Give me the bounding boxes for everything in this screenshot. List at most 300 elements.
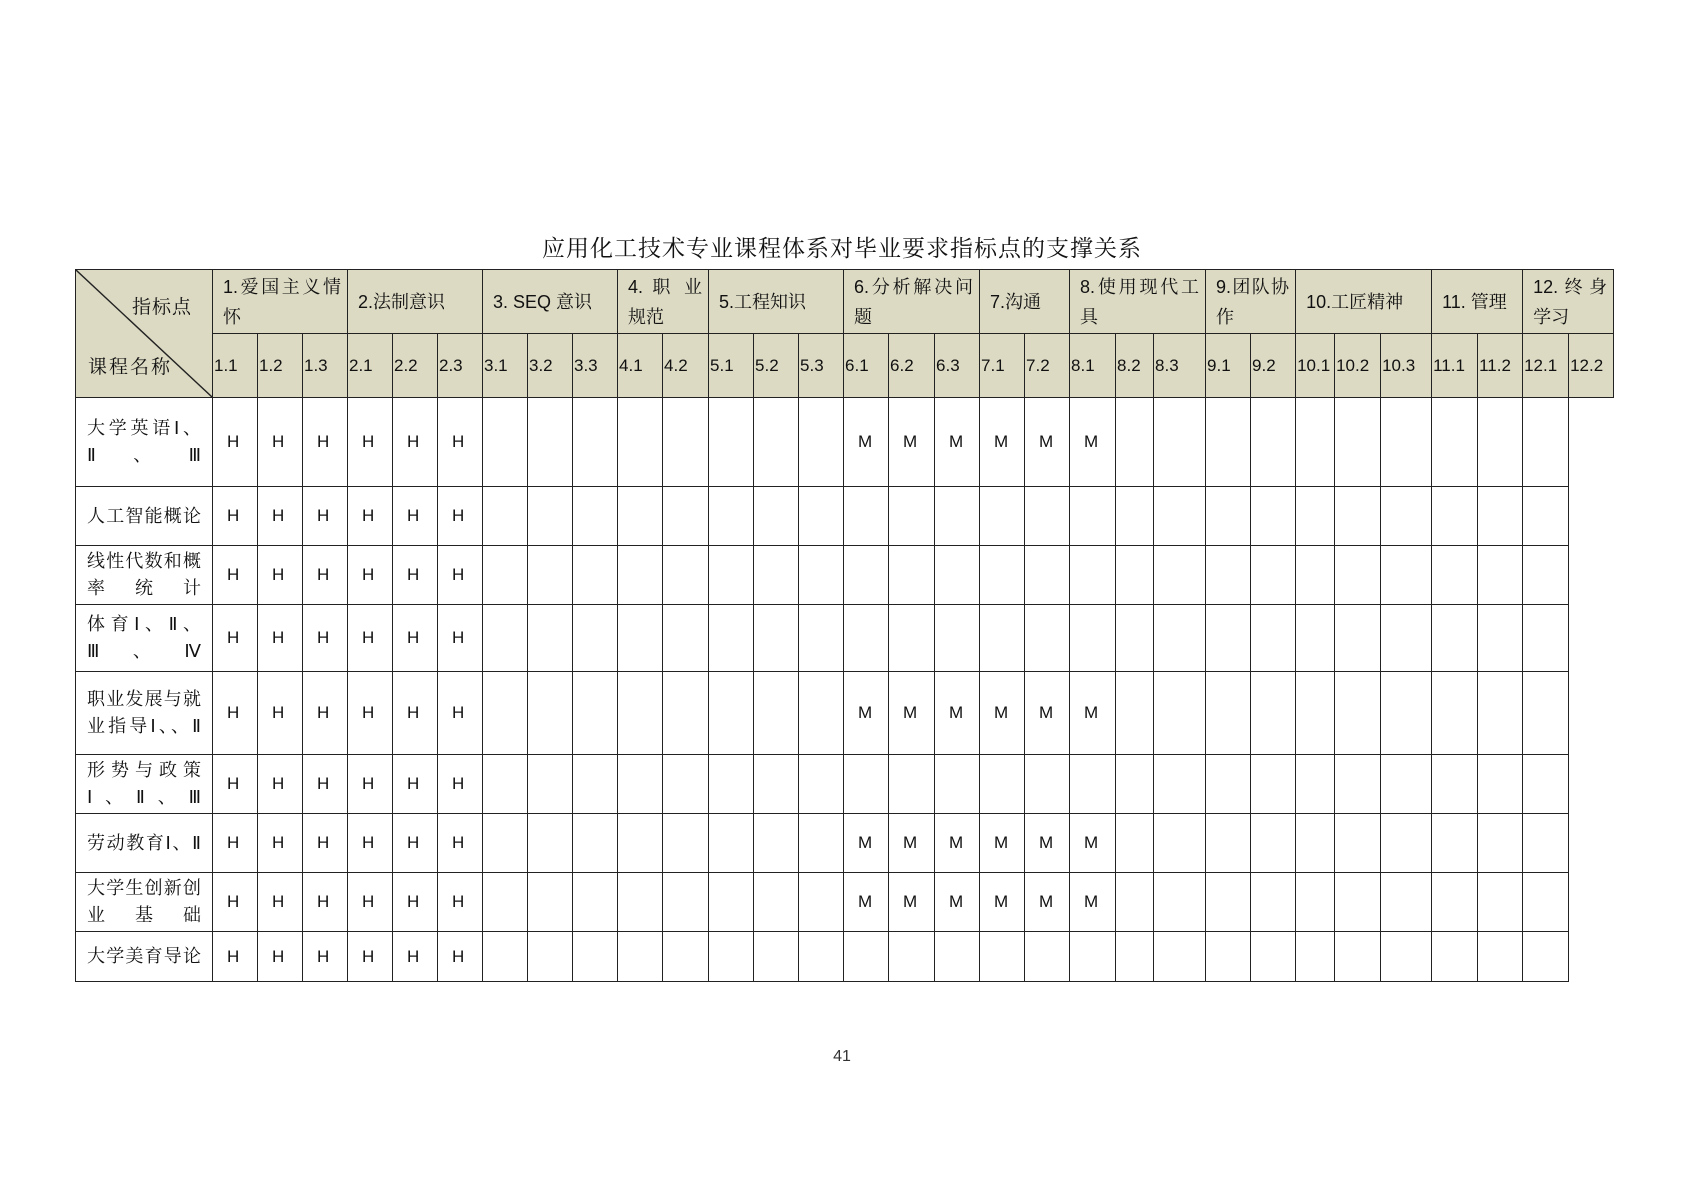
support-level-cell bbox=[1154, 873, 1206, 932]
support-level-cell bbox=[1335, 605, 1381, 672]
support-level-cell: H bbox=[303, 398, 348, 487]
support-level-cell bbox=[799, 814, 844, 873]
support-level-cell bbox=[1381, 398, 1432, 487]
support-level-cell bbox=[1523, 873, 1569, 932]
indicator-point-header: 3.1 bbox=[483, 334, 528, 398]
table-body bbox=[76, 398, 1614, 982]
indicator-group-header: 12.终身学习 bbox=[1523, 270, 1614, 334]
support-level-cell bbox=[663, 672, 709, 755]
indicator-group-header: 2.法制意识 bbox=[348, 270, 483, 334]
support-level-cell bbox=[1335, 755, 1381, 814]
support-level-cell bbox=[1478, 605, 1523, 672]
support-level-cell bbox=[799, 873, 844, 932]
support-level-cell bbox=[663, 546, 709, 605]
support-level-cell bbox=[799, 398, 844, 487]
support-level-cell bbox=[1154, 672, 1206, 755]
support-level-cell bbox=[1381, 755, 1432, 814]
support-level-cell: H bbox=[348, 932, 393, 982]
indicator-point-header: 11.2 bbox=[1478, 334, 1523, 398]
support-level-cell: H bbox=[303, 487, 348, 546]
support-level-cell bbox=[1478, 873, 1523, 932]
indicator-group-header: 7.沟通 bbox=[980, 270, 1070, 334]
support-level-cell: H bbox=[348, 755, 393, 814]
course-name-cell: 线性代数和概率统计 bbox=[76, 546, 213, 605]
indicator-group-header: 9.团队协作 bbox=[1206, 270, 1296, 334]
support-level-cell bbox=[1025, 755, 1070, 814]
support-level-cell: H bbox=[213, 755, 258, 814]
support-level-cell bbox=[1296, 487, 1335, 546]
support-level-cell: M bbox=[1070, 814, 1116, 873]
page-number: 41 bbox=[833, 1048, 851, 1065]
support-level-cell bbox=[1070, 605, 1116, 672]
support-level-cell bbox=[1251, 546, 1296, 605]
course-name-cell: 形势与政策Ⅰ、Ⅱ、Ⅲ bbox=[76, 755, 213, 814]
support-level-cell bbox=[980, 487, 1025, 546]
indicator-point-header: 2.1 bbox=[348, 334, 393, 398]
support-level-cell bbox=[573, 546, 618, 605]
support-level-cell bbox=[618, 546, 663, 605]
support-level-cell: H bbox=[393, 873, 438, 932]
table-row bbox=[76, 546, 1614, 605]
support-level-cell bbox=[1296, 672, 1335, 755]
support-level-cell bbox=[799, 755, 844, 814]
support-level-cell bbox=[1154, 932, 1206, 982]
support-level-cell bbox=[573, 932, 618, 982]
support-level-cell bbox=[528, 398, 573, 487]
support-level-cell bbox=[1206, 672, 1251, 755]
support-level-cell bbox=[709, 672, 754, 755]
support-level-cell bbox=[1251, 873, 1296, 932]
support-level-cell bbox=[1154, 755, 1206, 814]
support-level-cell bbox=[528, 873, 573, 932]
indicator-point-header: 4.2 bbox=[663, 334, 709, 398]
support-level-cell bbox=[1025, 605, 1070, 672]
indicator-point-header: 2.2 bbox=[393, 334, 438, 398]
support-level-cell bbox=[1116, 672, 1154, 755]
support-level-cell bbox=[1432, 814, 1478, 873]
support-level-cell bbox=[1296, 932, 1335, 982]
indicator-point-header: 3.2 bbox=[528, 334, 573, 398]
support-level-cell: H bbox=[303, 605, 348, 672]
support-level-cell bbox=[1335, 398, 1381, 487]
support-level-cell bbox=[1116, 814, 1154, 873]
support-level-cell bbox=[935, 487, 980, 546]
support-level-cell bbox=[1206, 814, 1251, 873]
support-level-cell: H bbox=[348, 873, 393, 932]
indicator-point-header: 8.1 bbox=[1070, 334, 1116, 398]
course-name-cell: 大学生创新创业基础 bbox=[76, 873, 213, 932]
support-level-cell: M bbox=[1025, 398, 1070, 487]
support-level-cell bbox=[799, 546, 844, 605]
support-level-cell: M bbox=[889, 398, 935, 487]
support-level-cell bbox=[1432, 546, 1478, 605]
support-level-cell bbox=[1206, 546, 1251, 605]
support-level-cell: H bbox=[258, 546, 303, 605]
support-level-cell: M bbox=[844, 873, 889, 932]
support-level-cell bbox=[1070, 487, 1116, 546]
support-level-cell bbox=[709, 487, 754, 546]
support-level-cell: H bbox=[258, 672, 303, 755]
support-level-cell bbox=[1335, 672, 1381, 755]
indicator-point-header: 5.3 bbox=[799, 334, 844, 398]
indicator-point-header: 4.1 bbox=[618, 334, 663, 398]
support-level-cell bbox=[1251, 932, 1296, 982]
support-level-cell bbox=[1523, 814, 1569, 873]
indicator-group-header: 3. SEQ 意识 bbox=[483, 270, 618, 334]
support-level-cell bbox=[663, 932, 709, 982]
indicator-point-header: 1.2 bbox=[258, 334, 303, 398]
support-level-cell bbox=[1432, 398, 1478, 487]
support-level-cell: M bbox=[980, 398, 1025, 487]
support-level-cell: H bbox=[438, 932, 483, 982]
indicator-point-header: 3.3 bbox=[573, 334, 618, 398]
support-level-cell: H bbox=[303, 672, 348, 755]
support-level-cell bbox=[1296, 398, 1335, 487]
support-level-cell bbox=[844, 487, 889, 546]
support-level-cell: M bbox=[935, 814, 980, 873]
support-level-cell: H bbox=[348, 672, 393, 755]
support-level-cell bbox=[754, 672, 799, 755]
support-level-cell: H bbox=[438, 873, 483, 932]
support-level-cell: H bbox=[213, 873, 258, 932]
support-level-cell bbox=[618, 932, 663, 982]
support-level-cell bbox=[1381, 814, 1432, 873]
support-level-cell bbox=[1070, 755, 1116, 814]
support-level-cell bbox=[1432, 487, 1478, 546]
support-level-cell: M bbox=[889, 873, 935, 932]
support-level-cell bbox=[889, 546, 935, 605]
support-level-cell bbox=[754, 398, 799, 487]
support-level-cell bbox=[1251, 755, 1296, 814]
support-level-cell bbox=[1478, 398, 1523, 487]
support-level-cell bbox=[528, 487, 573, 546]
support-level-cell: H bbox=[438, 546, 483, 605]
support-level-cell bbox=[1523, 398, 1569, 487]
support-level-cell bbox=[573, 398, 618, 487]
support-level-cell: H bbox=[348, 605, 393, 672]
table-row bbox=[76, 755, 1614, 814]
corner-course-label: 课程名称 bbox=[88, 357, 173, 378]
support-level-cell: M bbox=[1070, 398, 1116, 487]
support-level-cell bbox=[1523, 932, 1569, 982]
support-level-cell bbox=[1154, 814, 1206, 873]
support-level-cell bbox=[1335, 546, 1381, 605]
support-level-cell bbox=[1116, 932, 1154, 982]
support-level-cell: H bbox=[393, 755, 438, 814]
support-level-cell: H bbox=[438, 814, 483, 873]
support-level-cell: H bbox=[438, 755, 483, 814]
support-level-cell: H bbox=[258, 755, 303, 814]
table-header bbox=[76, 270, 1614, 398]
support-level-cell: M bbox=[980, 873, 1025, 932]
support-level-cell bbox=[709, 814, 754, 873]
support-level-cell bbox=[980, 546, 1025, 605]
support-level-cell: M bbox=[1025, 672, 1070, 755]
support-level-cell bbox=[1154, 487, 1206, 546]
support-level-cell bbox=[754, 487, 799, 546]
support-level-cell bbox=[1116, 398, 1154, 487]
indicator-point-header: 6.2 bbox=[889, 334, 935, 398]
support-level-cell: M bbox=[889, 814, 935, 873]
support-level-cell bbox=[1251, 605, 1296, 672]
support-level-cell bbox=[483, 672, 528, 755]
support-level-cell bbox=[1381, 873, 1432, 932]
support-level-cell: M bbox=[980, 672, 1025, 755]
support-level-cell: H bbox=[348, 546, 393, 605]
support-level-cell bbox=[1432, 873, 1478, 932]
support-level-cell bbox=[1381, 487, 1432, 546]
support-level-cell bbox=[1296, 814, 1335, 873]
support-level-cell bbox=[1154, 398, 1206, 487]
support-level-cell: H bbox=[258, 873, 303, 932]
support-level-cell bbox=[1523, 487, 1569, 546]
support-level-cell: H bbox=[213, 605, 258, 672]
support-level-cell: M bbox=[889, 672, 935, 755]
support-level-cell bbox=[709, 873, 754, 932]
support-level-cell bbox=[889, 605, 935, 672]
support-level-cell: H bbox=[438, 672, 483, 755]
support-level-cell bbox=[483, 814, 528, 873]
course-name-cell: 大学英语Ⅰ、Ⅱ、Ⅲ bbox=[76, 398, 213, 487]
support-level-cell: H bbox=[393, 398, 438, 487]
course-name-cell: 人工智能概论 bbox=[76, 487, 213, 546]
course-name-cell: 职业发展与就业指导Ⅰ、、Ⅱ bbox=[76, 672, 213, 755]
indicator-point-header: 8.3 bbox=[1154, 334, 1206, 398]
support-level-cell bbox=[889, 487, 935, 546]
support-level-cell bbox=[754, 755, 799, 814]
indicator-point-header: 10.1 bbox=[1296, 334, 1335, 398]
support-level-cell bbox=[528, 755, 573, 814]
support-level-cell bbox=[1432, 755, 1478, 814]
support-level-cell bbox=[663, 398, 709, 487]
support-matrix-table bbox=[75, 269, 1614, 982]
support-level-cell bbox=[1432, 605, 1478, 672]
indicator-point-header: 7.1 bbox=[980, 334, 1025, 398]
support-level-cell: M bbox=[935, 873, 980, 932]
support-level-cell: M bbox=[844, 398, 889, 487]
support-level-cell bbox=[483, 398, 528, 487]
support-level-cell bbox=[618, 873, 663, 932]
indicator-point-header: 2.3 bbox=[438, 334, 483, 398]
corner-indicator-label: 指标点 bbox=[131, 297, 192, 318]
indicator-point-header: 1.3 bbox=[303, 334, 348, 398]
support-level-cell bbox=[799, 932, 844, 982]
support-level-cell: H bbox=[213, 487, 258, 546]
support-level-cell: H bbox=[393, 487, 438, 546]
support-level-cell: H bbox=[303, 932, 348, 982]
support-level-cell bbox=[1116, 487, 1154, 546]
support-level-cell bbox=[618, 672, 663, 755]
support-level-cell: H bbox=[348, 814, 393, 873]
indicator-group-header: 5.工程知识 bbox=[709, 270, 844, 334]
support-level-cell: M bbox=[844, 814, 889, 873]
support-level-cell bbox=[618, 814, 663, 873]
support-level-cell bbox=[528, 605, 573, 672]
support-level-cell: H bbox=[303, 546, 348, 605]
course-name-cell: 大学美育导论 bbox=[76, 932, 213, 982]
support-level-cell bbox=[1478, 487, 1523, 546]
support-level-cell: H bbox=[258, 932, 303, 982]
support-level-cell bbox=[1070, 546, 1116, 605]
support-level-cell bbox=[709, 605, 754, 672]
support-level-cell bbox=[483, 487, 528, 546]
support-level-cell bbox=[1154, 546, 1206, 605]
support-level-cell bbox=[799, 672, 844, 755]
support-level-cell: H bbox=[438, 487, 483, 546]
support-level-cell: H bbox=[393, 672, 438, 755]
support-level-cell bbox=[754, 546, 799, 605]
indicator-point-header: 10.3 bbox=[1381, 334, 1432, 398]
indicator-group-header: 8.使用现代工具 bbox=[1070, 270, 1206, 334]
support-level-cell: H bbox=[393, 546, 438, 605]
support-level-cell bbox=[573, 605, 618, 672]
support-level-cell bbox=[1523, 672, 1569, 755]
indicator-point-header: 5.1 bbox=[709, 334, 754, 398]
support-level-cell bbox=[663, 755, 709, 814]
support-level-cell bbox=[1296, 605, 1335, 672]
indicator-group-row bbox=[76, 270, 1614, 334]
table-row bbox=[76, 398, 1614, 487]
corner-header bbox=[76, 270, 213, 398]
support-level-cell: H bbox=[213, 814, 258, 873]
support-level-cell bbox=[935, 755, 980, 814]
support-level-cell bbox=[889, 932, 935, 982]
course-name-cell: 劳动教育Ⅰ、Ⅱ bbox=[76, 814, 213, 873]
support-level-cell bbox=[1381, 605, 1432, 672]
page-title: 应用化工技术专业课程体系对毕业要求指标点的支撑关系 bbox=[542, 236, 1142, 262]
support-level-cell: H bbox=[348, 487, 393, 546]
support-level-cell bbox=[1251, 487, 1296, 546]
support-level-cell: H bbox=[303, 755, 348, 814]
support-level-cell bbox=[618, 605, 663, 672]
support-level-cell: H bbox=[348, 398, 393, 487]
support-level-cell bbox=[1206, 398, 1251, 487]
indicator-point-header: 12.2 bbox=[1569, 334, 1614, 398]
support-level-cell bbox=[1116, 873, 1154, 932]
support-level-cell bbox=[1116, 605, 1154, 672]
support-level-cell: H bbox=[438, 398, 483, 487]
support-level-cell bbox=[1206, 873, 1251, 932]
support-level-cell: H bbox=[303, 873, 348, 932]
support-level-cell bbox=[1335, 932, 1381, 982]
support-level-cell: H bbox=[393, 814, 438, 873]
support-level-cell bbox=[709, 755, 754, 814]
support-level-cell bbox=[844, 546, 889, 605]
support-level-cell bbox=[663, 814, 709, 873]
indicator-point-header: 8.2 bbox=[1116, 334, 1154, 398]
table-row bbox=[76, 487, 1614, 546]
support-level-cell: M bbox=[935, 398, 980, 487]
support-level-cell bbox=[1523, 605, 1569, 672]
support-level-cell bbox=[1116, 546, 1154, 605]
support-level-cell bbox=[1296, 873, 1335, 932]
support-level-cell: M bbox=[935, 672, 980, 755]
indicator-point-header: 1.1 bbox=[213, 334, 258, 398]
support-level-cell bbox=[528, 546, 573, 605]
support-level-cell bbox=[483, 873, 528, 932]
support-level-cell bbox=[1335, 814, 1381, 873]
indicator-point-header: 12.1 bbox=[1523, 334, 1569, 398]
support-level-cell: H bbox=[213, 672, 258, 755]
support-level-cell bbox=[1523, 755, 1569, 814]
support-level-cell bbox=[1432, 932, 1478, 982]
support-level-cell bbox=[618, 487, 663, 546]
support-level-cell bbox=[1070, 932, 1116, 982]
support-level-cell: H bbox=[438, 605, 483, 672]
support-level-cell bbox=[1206, 755, 1251, 814]
support-level-cell bbox=[754, 932, 799, 982]
support-level-cell: M bbox=[1025, 814, 1070, 873]
support-level-cell: H bbox=[258, 398, 303, 487]
support-level-cell bbox=[935, 546, 980, 605]
indicator-point-header: 10.2 bbox=[1335, 334, 1381, 398]
support-level-cell bbox=[1478, 672, 1523, 755]
indicator-point-header: 6.1 bbox=[844, 334, 889, 398]
support-level-cell bbox=[1478, 814, 1523, 873]
support-level-cell bbox=[1025, 932, 1070, 982]
table-row bbox=[76, 814, 1614, 873]
support-level-cell bbox=[889, 755, 935, 814]
support-level-cell bbox=[528, 932, 573, 982]
table-row bbox=[76, 873, 1614, 932]
support-level-cell bbox=[935, 605, 980, 672]
support-level-cell bbox=[1335, 487, 1381, 546]
support-level-cell bbox=[754, 873, 799, 932]
support-level-cell bbox=[1251, 398, 1296, 487]
support-level-cell bbox=[483, 932, 528, 982]
support-level-cell: H bbox=[213, 546, 258, 605]
support-level-cell bbox=[1381, 672, 1432, 755]
support-level-cell bbox=[618, 755, 663, 814]
support-level-cell bbox=[483, 546, 528, 605]
support-level-cell bbox=[1154, 605, 1206, 672]
support-level-cell bbox=[1381, 546, 1432, 605]
support-level-cell bbox=[1523, 546, 1569, 605]
table-row bbox=[76, 605, 1614, 672]
support-level-cell bbox=[663, 487, 709, 546]
support-level-cell bbox=[1025, 546, 1070, 605]
support-level-cell bbox=[844, 755, 889, 814]
support-level-cell bbox=[754, 605, 799, 672]
support-level-cell bbox=[663, 605, 709, 672]
support-level-cell bbox=[1296, 755, 1335, 814]
support-level-cell bbox=[1381, 932, 1432, 982]
support-level-cell: H bbox=[258, 605, 303, 672]
indicator-point-header: 6.3 bbox=[935, 334, 980, 398]
course-name-cell: 体育Ⅰ、Ⅱ、Ⅲ、Ⅳ bbox=[76, 605, 213, 672]
indicator-point-header: 7.2 bbox=[1025, 334, 1070, 398]
support-level-cell bbox=[618, 398, 663, 487]
indicator-point-header: 9.1 bbox=[1206, 334, 1251, 398]
indicator-group-header: 10.工匠精神 bbox=[1296, 270, 1432, 334]
support-level-cell: M bbox=[844, 672, 889, 755]
support-level-cell bbox=[573, 487, 618, 546]
support-level-cell bbox=[1478, 932, 1523, 982]
support-level-cell: M bbox=[1070, 873, 1116, 932]
support-level-cell bbox=[1025, 487, 1070, 546]
support-level-cell bbox=[844, 605, 889, 672]
support-level-cell bbox=[528, 672, 573, 755]
support-level-cell bbox=[799, 487, 844, 546]
support-level-cell bbox=[1251, 814, 1296, 873]
indicator-point-row bbox=[76, 334, 1614, 398]
support-level-cell: H bbox=[393, 605, 438, 672]
support-level-cell bbox=[1206, 932, 1251, 982]
support-level-cell: M bbox=[980, 814, 1025, 873]
indicator-group-header: 6.分析解决问题 bbox=[844, 270, 980, 334]
support-level-cell bbox=[1116, 755, 1154, 814]
support-level-cell bbox=[980, 755, 1025, 814]
